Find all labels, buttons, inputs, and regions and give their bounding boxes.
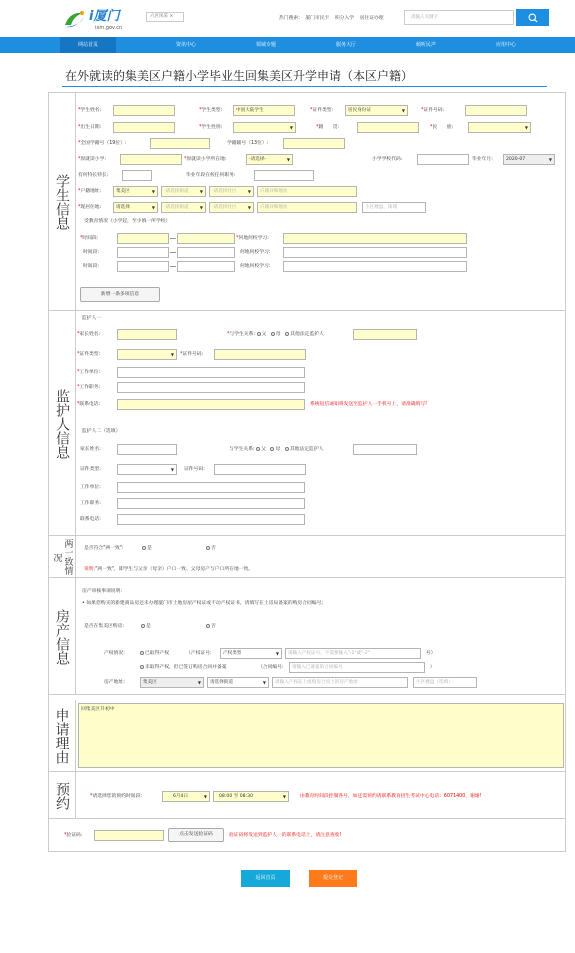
nav-item-news[interactable]: 资讯中心 [175, 42, 196, 48]
hot-link-0[interactable]: 厦门市民卡 [305, 16, 330, 21]
appointment-date-select[interactable]: 6月4日 ▼ [162, 791, 210, 802]
short-no-input[interactable] [283, 138, 345, 149]
gender-select[interactable] [233, 122, 296, 133]
contract-input[interactable]: 请输入已备案的合同编号 [289, 662, 425, 673]
consistency-no[interactable]: 否 [206, 543, 216, 554]
contract-label: （合同编号: [258, 665, 284, 670]
consistency-q: 是否符合"两一致": [84, 546, 124, 551]
g1-idtype-label: *证件类型: [77, 352, 101, 357]
g1-name-label: *家长姓名: [77, 332, 101, 337]
appointment-label: *请选择您的预约时间段: [90, 794, 142, 799]
property-opt1[interactable]: 已取得产权 [140, 648, 169, 659]
id-number-label: *证件号码: [421, 108, 445, 113]
dash [170, 238, 176, 239]
search-input[interactable]: 请输入关键字 [404, 10, 514, 25]
live-community-select[interactable]: -请选择社区 ▼ [209, 202, 254, 213]
edu-start-3[interactable] [117, 261, 169, 272]
cert-no-label: （产权证号: [186, 651, 212, 656]
g2-rel-mother[interactable]: 母 [270, 447, 280, 452]
g1-rel-other[interactable]: 其他法定监护人 [285, 332, 324, 337]
g2-name-label: 家长姓名: [80, 447, 101, 452]
reason-textarea[interactable]: 回集美区升初中 [78, 703, 564, 768]
property-building-input[interactable]: 小区楼盘（选填） [413, 677, 477, 688]
appointment-time-select[interactable]: 08:00 至 08:30 ▼ [213, 791, 289, 802]
property-opt2[interactable]: 未取得产权，但已签订购房合同并备案 [140, 662, 227, 673]
hukou-community-select[interactable]: -请选择社区 ▼ [209, 186, 254, 197]
g2-work-input[interactable] [117, 482, 305, 493]
g2-work-label: 工作单位: [80, 485, 101, 490]
close-icon: × [169, 14, 174, 19]
cert-no-input[interactable]: 请输入产权证号，不需要输入"-1"或"-2" [285, 648, 421, 659]
radio-icon [140, 665, 144, 669]
live-district-select[interactable]: 请选择 ▼ [113, 202, 158, 213]
g1-job-input[interactable] [117, 382, 305, 393]
school-code-input[interactable] [417, 154, 469, 165]
student-side-label: 学生信息 [48, 92, 76, 311]
birth-label: *出生日期: [78, 125, 102, 130]
live-street-select[interactable]: -请选择街道 ▼ [161, 202, 206, 213]
logo-swirl-icon [62, 9, 88, 31]
send-code-button[interactable]: 点击发送验证码 [168, 828, 224, 842]
id-number-input[interactable] [465, 105, 527, 116]
dash [170, 266, 176, 267]
radio-icon [206, 624, 210, 628]
radio-icon [285, 447, 289, 451]
verify-note: 验证码将发送到监护人一的联系电话上，请注意查收! [229, 833, 342, 838]
g1-phone-note: 系统短信通知将发送至监护人一手机号上，请准确填写! [310, 402, 428, 407]
radio-icon [270, 447, 274, 451]
property-street-select[interactable]: 请选择街道 ▼ [207, 677, 269, 688]
consistency-side-label: 两一致情况 [48, 536, 76, 578]
site-logo[interactable] [62, 8, 142, 34]
edu-where-1[interactable] [283, 233, 467, 244]
nation-label: *民 族: [430, 125, 454, 130]
g1-idtype-select[interactable] [117, 349, 177, 360]
edu-period-label-3: 时间段: [83, 264, 100, 269]
title-underline [62, 86, 547, 87]
school-loc-label: *原就读小学所在地: [184, 157, 227, 162]
id-type-select[interactable]: 居民身份证 ▼ [345, 105, 408, 116]
hukou-detail-input[interactable]: 户籍详细地址 [257, 186, 357, 197]
student-no-label: *全国学籍号（19位）: [78, 141, 127, 146]
search-button[interactable] [516, 9, 549, 26]
submit-button[interactable]: 提交登记 [309, 870, 357, 887]
hot-link-2[interactable]: 居住证办理 [359, 16, 384, 21]
radio-icon [206, 546, 210, 550]
talent-input[interactable] [122, 170, 152, 181]
g2-rel-father[interactable]: 父 [256, 447, 266, 452]
student-no-input[interactable] [150, 138, 210, 149]
hot-search: 热门搜索: 厦门市民卡 积分入学 居住证办理 [279, 16, 384, 21]
g2-phone-input[interactable] [117, 514, 305, 525]
nav-item-voice[interactable]: 倾听民声 [415, 42, 436, 48]
g1-name-input[interactable] [117, 329, 177, 340]
property-district-select[interactable]: 集美区 ▼ [140, 677, 204, 688]
g2-idno-label: 证件号码: [184, 467, 205, 472]
property-addr-label: 房产地址: [104, 680, 125, 685]
back-home-button[interactable]: 返回首页 [241, 870, 290, 887]
id-type-label: *证件类型: [310, 108, 334, 113]
edu-label: 受教育情况（小学起，至少填一所学校） [84, 219, 171, 224]
verify-input[interactable] [94, 830, 164, 841]
g2-job-input[interactable] [117, 498, 305, 509]
district-dropdown[interactable]: 六区风采 × [146, 12, 184, 22]
g2-phone-label: 联系电话: [80, 517, 101, 522]
radio-icon [285, 332, 289, 336]
nav-item-service[interactable]: 服务大厅 [335, 42, 356, 48]
property-note-title: 房产审核事项说明: [82, 589, 122, 594]
short-no-label: 学籍辅号（13位）: [227, 141, 269, 146]
appointment-side-label: 预约 [48, 772, 76, 819]
add-edu-button[interactable]: 新增一条多项信息 [80, 287, 160, 302]
school-input[interactable] [120, 154, 182, 165]
g2-idtype-select[interactable] [117, 464, 177, 475]
logo-text: i厦门 [89, 9, 120, 24]
role-input[interactable] [254, 170, 314, 181]
live-building-input[interactable]: 小区楼盘、街域 [362, 202, 426, 213]
radio-icon [271, 332, 275, 336]
dash [170, 252, 176, 253]
radio-icon [256, 447, 260, 451]
live-detail-input[interactable]: 户籍详细地址 [257, 202, 357, 213]
cert-suffix: 号） [426, 651, 436, 656]
g1-rel-mother[interactable]: 母 [271, 332, 281, 337]
property-no[interactable]: 否 [206, 621, 216, 632]
guardian2-title: 监护人二（选填） [82, 429, 121, 434]
hukou-street-select[interactable]: -请选择街道 ▼ [161, 186, 206, 197]
student-name-input[interactable] [113, 105, 175, 116]
edu-start-1[interactable] [117, 233, 169, 244]
nav-item-home[interactable]: 网站首页 [60, 37, 116, 53]
g2-name-input[interactable] [117, 444, 177, 455]
student-name-label: *学生姓名: [78, 108, 102, 113]
search-icon [528, 13, 538, 23]
logo-url: ixm.gov.cn [95, 25, 123, 31]
grad-label: 毕业年月: [472, 157, 493, 162]
g2-rel-other[interactable]: 其他法定监护人 [285, 447, 324, 452]
g1-rel-other-input[interactable] [353, 329, 417, 340]
nav-item-topics[interactable]: 领域专题 [255, 42, 276, 48]
g2-rel-other-input[interactable] [353, 444, 417, 455]
g1-job-label: *工作职务: [77, 385, 101, 390]
student-type-label: *学生类型: [199, 108, 223, 113]
origin-label: *籍 贯: [316, 125, 340, 130]
property-side-label: 房产信息 [48, 578, 76, 695]
g1-idno-label: *证件号码: [180, 352, 204, 357]
g1-idno-input[interactable] [214, 349, 306, 360]
g1-rel-father[interactable]: 父 [257, 332, 267, 337]
guardian-side-label: 监护人信息 [48, 311, 76, 536]
edu-period-label-2: 时间段: [83, 250, 100, 255]
birth-input[interactable] [113, 122, 175, 133]
radio-icon [141, 624, 145, 628]
edu-where-label-1: *何地何校学习: [236, 236, 269, 241]
nation-select[interactable] [468, 122, 531, 133]
g2-job-label: 工作职务: [80, 501, 101, 506]
hukou-label: *户籍地址: [78, 189, 102, 194]
contract-suffix: ） [430, 665, 435, 670]
appointment-note: 由教育时间段控制各号，如还需预约请联系教育招生考试中心电话：6071400，谢谢! [300, 794, 482, 799]
edu-end-3[interactable] [177, 261, 235, 272]
grad-select[interactable]: 2020-07 ▼ [503, 154, 555, 165]
hot-link-1[interactable]: 积分入学 [334, 16, 355, 21]
page-title: 在外就读的集美区户籍小学毕业生回集美区升学申请（本区户籍） [65, 69, 414, 83]
consistency-note: 说明:"两一致"，即学生与父亲（母亲）户口一致、父母房产与户口所在地一致。 [84, 567, 254, 572]
g2-idno-input[interactable] [214, 464, 306, 475]
nav-item-apps[interactable]: 应用中心 [495, 42, 516, 48]
live-label: *现居住地: [78, 205, 102, 210]
edu-end-2[interactable] [177, 247, 235, 258]
property-status-label: 产权情况: [104, 651, 125, 656]
edu-where-2[interactable] [283, 247, 467, 258]
edu-where-label-3: 何地何校学习: [240, 264, 271, 269]
g1-phone-input[interactable] [117, 399, 305, 410]
g1-rel-label: *与学生关系: 父 母 其他法定监护人 [227, 332, 324, 337]
hukou-district-select[interactable]: 集美区 ▼ [113, 186, 158, 197]
property-q: 是否在集美区购房: [84, 624, 124, 629]
edu-period-label-1: *时间段: [80, 236, 99, 241]
g1-phone-label: *联系电话: [77, 402, 101, 407]
school-code-label: 小学学校代码: [372, 157, 403, 162]
role-label: 毕业年段在校任何职务: [186, 173, 236, 178]
g1-work-input[interactable] [117, 367, 305, 378]
talent-label: 有何特长特长: [78, 173, 109, 178]
origin-input[interactable] [357, 122, 419, 133]
radio-icon [257, 332, 261, 336]
property-yes[interactable]: 是 [141, 621, 151, 632]
radio-icon [142, 546, 146, 550]
reason-side-label: 申请理由 [48, 700, 76, 772]
edu-where-label-2: 何地何校学习: [240, 250, 271, 255]
property-addr-input[interactable]: 请输入产权证上或购房合同上的房产地址 [272, 677, 408, 688]
edu-end-1[interactable] [177, 233, 235, 244]
g1-work-label: *工作单位: [77, 370, 101, 375]
radio-icon [140, 651, 144, 655]
school-loc-select[interactable]: -请选择- ▼ [246, 154, 293, 165]
cert-type-select[interactable]: 产权类型 ▼ [220, 648, 282, 659]
consistency-yes[interactable]: 是 [142, 543, 152, 554]
edu-start-2[interactable] [117, 247, 169, 258]
g2-rel-label: 与学生关系: 父 母 其他法定监护人 [229, 447, 324, 452]
edu-where-3[interactable] [283, 261, 467, 272]
verify-label: *验证码: [64, 833, 83, 838]
g2-idtype-label: 证件类型: [80, 467, 101, 472]
gender-label: *学生性别: [199, 125, 223, 130]
student-type-input[interactable]: 中国大陆学生 [233, 105, 295, 116]
guardian1-title: 监护人一 [82, 316, 102, 321]
property-note-line: • 如果您购买的新建商品房还未办理厦门市土地房屋产权证或不动产权证书，请填写在土房局备案的购房合同编号; [82, 601, 324, 606]
school-label: *原就读小学: [78, 157, 107, 162]
